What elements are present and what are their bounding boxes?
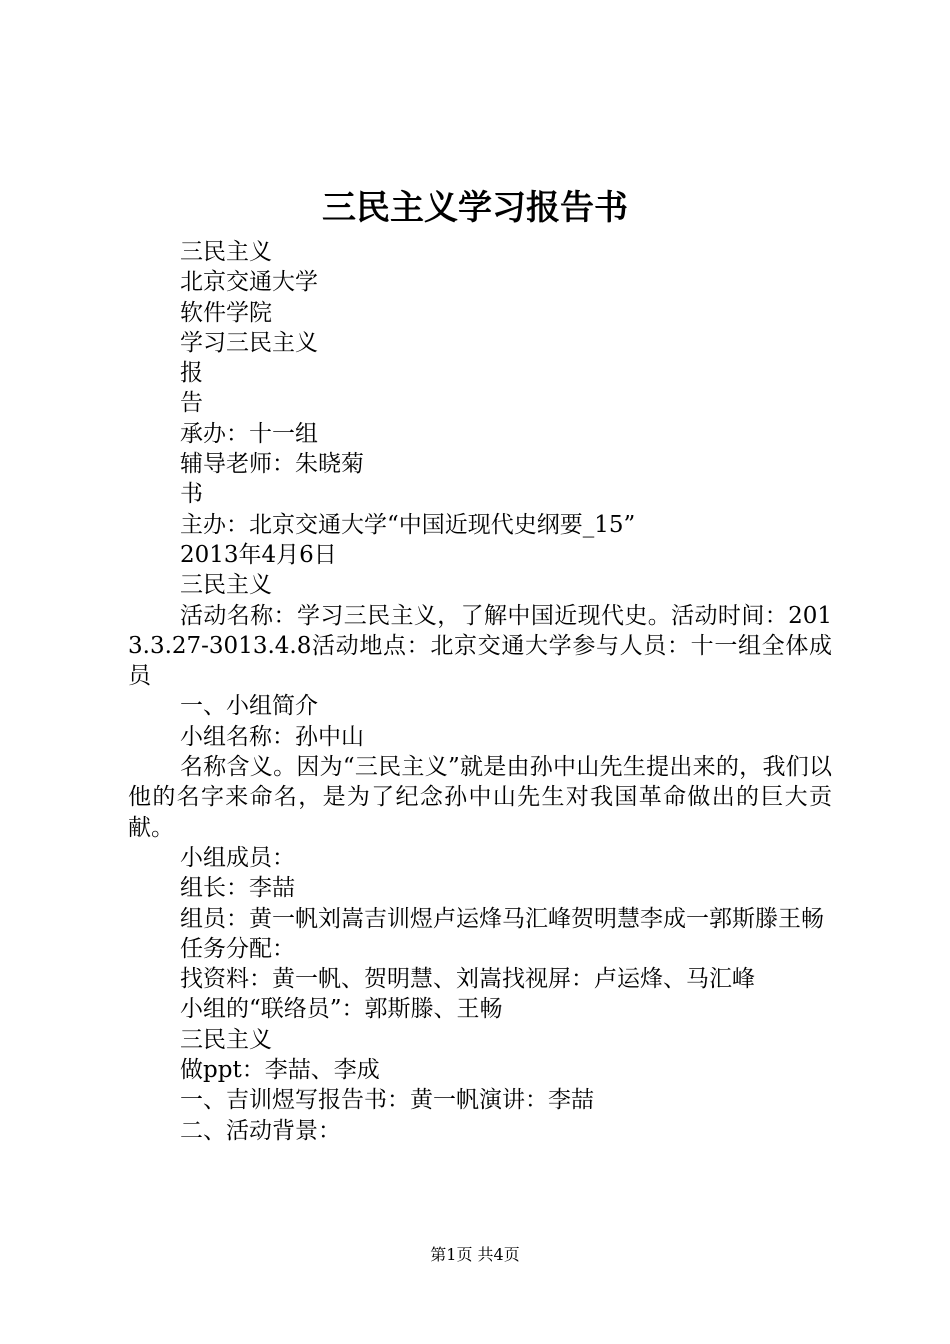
paragraph: 书 bbox=[180, 481, 203, 508]
paragraph: 主办：北京交通大学“中国近现代史纲要_15” bbox=[180, 511, 636, 538]
paragraph: 组员：黄一帆刘嵩吉训煜卢运烽马汇峰贺明慧李成一郭斯滕王畅 bbox=[180, 905, 824, 932]
paragraph: 三民主义 bbox=[180, 572, 272, 599]
paragraph: 辅导老师：朱晓菊 bbox=[180, 451, 364, 478]
paragraph: 学习三民主义 bbox=[180, 329, 318, 356]
paragraph: 活动名称：学习三民主义，了解中国近现代史。活动时间：2013.3.27-3013.4.8活动地点：北京交通大学参与人员：十一组全体成员 bbox=[128, 602, 832, 690]
paragraph: 任务分配： bbox=[180, 935, 295, 962]
paragraph: 承办：十一组 bbox=[180, 420, 318, 447]
page-footer: 第1页 共4页 bbox=[430, 1245, 520, 1264]
paragraph: 小组的“联络员”：郭斯滕、王畅 bbox=[180, 996, 503, 1023]
paragraph: 三民主义 bbox=[180, 239, 272, 265]
paragraph: 报 bbox=[180, 360, 203, 387]
document-body bbox=[128, 237, 832, 1146]
paragraph: 一、吉训煜写报告书：黄一帆演讲：李喆 bbox=[180, 1087, 594, 1114]
paragraph: 小组成员： bbox=[180, 844, 295, 871]
paragraph: 三民主义 bbox=[180, 1026, 272, 1053]
paragraph: 2013年4月6日 bbox=[180, 541, 337, 568]
paragraph: 二、活动背景： bbox=[180, 1117, 341, 1144]
paragraph: 软件学院 bbox=[180, 299, 272, 326]
document-title: 三民主义学习报告书 bbox=[322, 188, 628, 228]
paragraph: 小组名称：孙中山 bbox=[180, 723, 364, 750]
paragraph: 做ppt：李喆、李成 bbox=[180, 1057, 380, 1084]
paragraph: 名称含义。因为“三民主义”就是由孙中山先生提出来的，我们以他的名字来命名，是为了纪念孙中山先生对我国革命做出的巨大贡献。 bbox=[128, 754, 832, 841]
paragraph: 找资料：黄一帆、贺明慧、刘嵩找视屏：卢运烽、马汇峰 bbox=[180, 966, 755, 993]
paragraph: 北京交通大学 bbox=[180, 269, 318, 296]
paragraph: 一、小组简介 bbox=[180, 693, 318, 720]
paragraph: 组长：李喆 bbox=[180, 875, 295, 902]
paragraph: 告 bbox=[180, 390, 203, 417]
